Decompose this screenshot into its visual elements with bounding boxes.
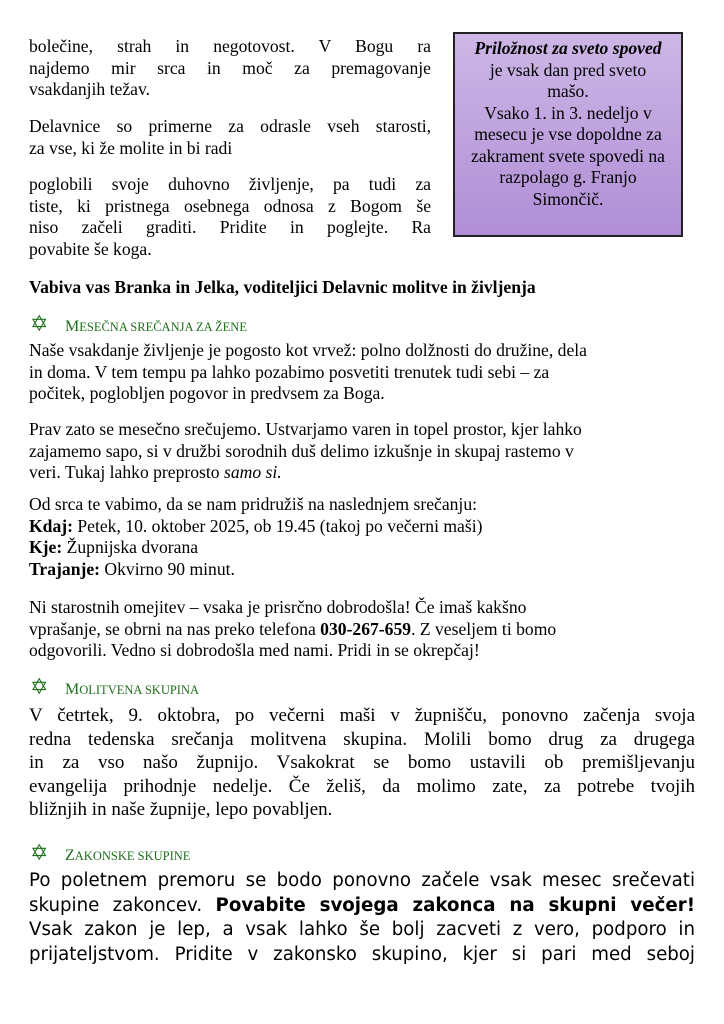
text-line: vprašanje, se obrni na nas preko telefona 030-267-659. Z veseljem ti bomo	[29, 618, 557, 639]
section-heading-marriage-groups: ZAKONSKE SKUPINE	[65, 847, 191, 864]
women-meetings-paragraph-1	[29, 340, 695, 405]
meeting-place: Kje: Župnijska dvorana	[29, 537, 199, 557]
text-line: počitek, poglobljen pogovor in predvsem za Boga.	[29, 383, 385, 403]
women-meetings-contact	[29, 597, 695, 662]
section-heading-prayer-group: MOLITVENA SKUPINA	[65, 681, 200, 698]
text-line: Ni starostnih omejitev – vsaka je prisrčno dobrodošla! Če imaš kakšno	[29, 597, 527, 617]
text-line: odgovorili. Vedno si dobrodošla med nami. Pridi in se okrepčaj!	[29, 640, 480, 660]
meeting-time: Kdaj: Petek, 10. oktober 2025, ob 19.45 (takoj po večerni maši)	[29, 515, 483, 536]
intro-paragraph-2	[29, 116, 431, 159]
text-line: za vse, ki že molite in bi radi	[29, 137, 233, 158]
text-line: Po poletnem premoru se bodo ponovno začele vsak mesec srečevati	[29, 870, 695, 891]
confession-box-line: razpolago g. Franjo	[499, 167, 637, 187]
text-line: vsakdanjih težav.	[29, 79, 150, 99]
invitation-line: Vabiva vas Branka in Jelka, voditeljici Delavnic molitve in življenja	[29, 277, 536, 297]
prayer-group-paragraph	[29, 704, 695, 822]
section-heading-women-meetings: MESEČNA SREČANJA ZA ŽENE	[65, 318, 247, 335]
intro-paragraph-1	[29, 36, 431, 101]
women-meetings-paragraph-2	[29, 419, 695, 484]
text-line: bližnjih in naše župnije, lepo povabljen.	[29, 799, 333, 820]
text-line: Vsak zakon je lep, a vsak lahko še bolj zacveti z vero, podporo in	[29, 919, 695, 940]
confession-box-line: mašo.	[547, 81, 589, 101]
text-line: in za vso našo župnijo. Vsakokrat se bomo ustavili ob premišljevanju	[29, 752, 695, 773]
confession-info-box	[453, 32, 683, 237]
confession-box-line: Vsako 1. in 3. nedeljo v	[484, 102, 652, 123]
text-line: evangelija prihodnje nedelje. Če želiš, da molimo zate, za potrebe tvojih	[29, 775, 695, 797]
text-line: Od srca te vabimo, da se nam pridružiš na naslednjem srečanju:	[29, 494, 478, 514]
confession-box-line: zakrament svete spovedi na	[471, 145, 665, 166]
text-line: veri. Tukaj lahko preprosto samo si.	[29, 462, 282, 482]
text-line: zajamemo sapo, si v družbi sorodnih duš delimo izkušnje in skupaj rastemo v	[29, 440, 574, 461]
text-line: V četrtek, 9. oktobra, po večerni maši v župnišču, ponovno začenja svoja	[29, 705, 695, 726]
text-line: in doma. V tem tempu pa lahko pozabimo posvetiti trenutek tudi sebi – za	[29, 361, 550, 382]
meeting-duration: Trajanje: Okvirno 90 minut.	[29, 558, 235, 579]
phone-number: 030-267-659	[320, 618, 412, 639]
text-line: najdemo mir srca in moč za premagovanje	[29, 57, 431, 78]
text-line: tiste, ki pristnega osebnega odnosa z Bogom še	[29, 195, 431, 216]
text-line: prijateljstvom. Pridite v zakonsko skupino, kjer si pari med seboj	[29, 943, 695, 965]
confession-box-title: Priložnost za sveto spoved	[474, 38, 662, 58]
text-line: Naše vsakdanje življenje je pogosto kot vrvež: polno dolžnosti do družine, dela	[29, 340, 587, 360]
confession-box-line: je vsak dan pred sveto	[489, 59, 647, 80]
star-of-david-icon: ✡	[30, 311, 49, 336]
text-line: Delavnice so primerne za odrasle vseh starosti,	[29, 116, 431, 136]
text-line: bolečine, strah in negotovost. V Bogu ra	[29, 36, 431, 56]
star-of-david-icon: ✡	[30, 674, 49, 699]
text-line: skupine zakoncev. Povabite svojega zakonca na skupni večer!	[29, 894, 695, 916]
text-line: niso začeli graditi. Pridite in poglejte. Ra	[29, 217, 431, 237]
marriage-groups-paragraph	[29, 869, 695, 967]
text-line: redna tedenska srečanja molitvena skupina. Molili bomo drug za drugega	[29, 728, 695, 750]
intro-paragraph-3	[29, 174, 431, 260]
confession-box-line: Simončič.	[532, 188, 604, 209]
text-line: poglobili svoje duhovno življenje, pa tudi za	[29, 174, 431, 194]
text-line: Prav zato se mesečno srečujemo. Ustvarjamo varen in topel prostor, kjer lahko	[29, 419, 582, 439]
women-meetings-details	[29, 494, 695, 580]
confession-box-line: mesecu je vse dopoldne za	[474, 124, 662, 144]
star-of-david-icon: ✡	[30, 840, 49, 865]
text-line: povabite še koga.	[29, 238, 152, 259]
